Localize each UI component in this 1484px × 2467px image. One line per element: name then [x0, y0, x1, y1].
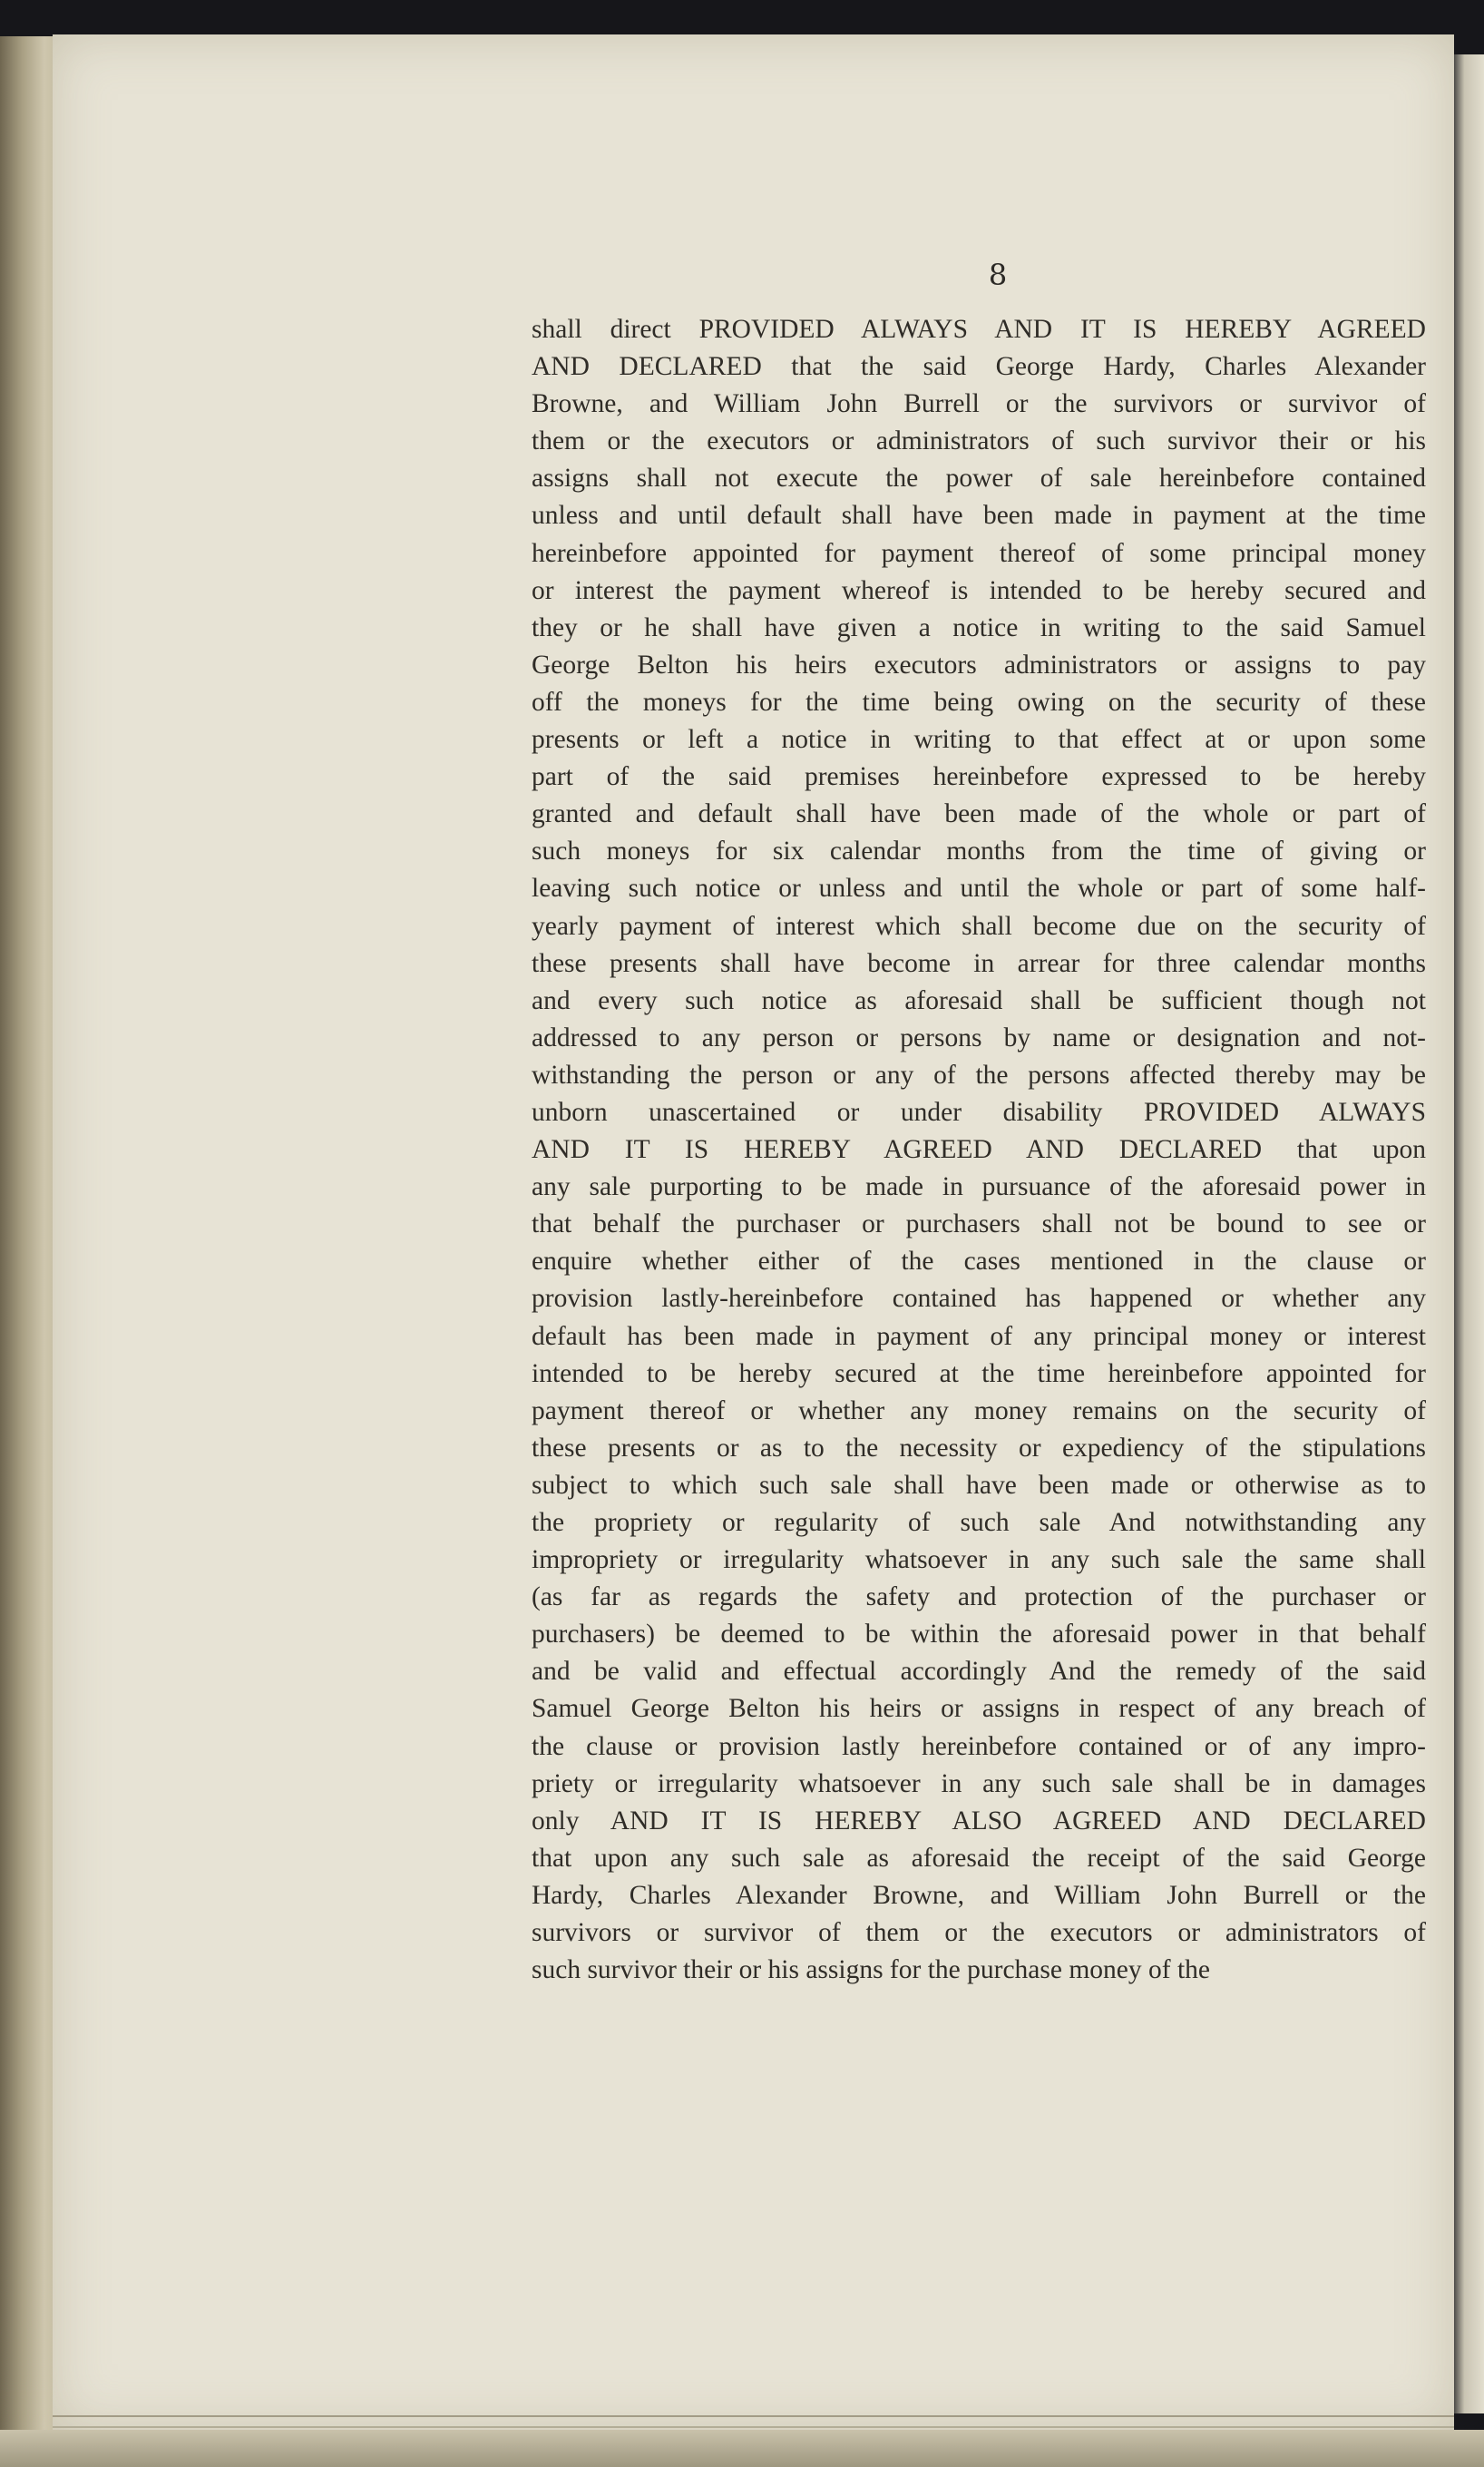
text-line: they or he shall have given a notice in writing to the said Samuel: [532, 612, 1426, 642]
text-line: survivors or survivor of them or the executors or administrators of: [532, 1918, 1426, 1948]
text-line: enquire whether either of the cases mentioned in the clause or: [532, 1247, 1426, 1277]
adjacent-page-edge: [1451, 54, 1484, 2413]
text-line: that upon any such sale as aforesaid the receipt of the said George: [532, 1843, 1426, 1873]
text-line: or interest the payment whereof is intended to be hereby secured and: [532, 575, 1426, 605]
text-line: default has been made in payment of any principal money or interest: [532, 1321, 1426, 1351]
text-line: yearly payment of interest which shall become due on the security of: [532, 911, 1426, 941]
text-line: purchasers) be deemed to be within the aforesaid power in that behalf: [532, 1620, 1426, 1650]
text-line: and every such notice as aforesaid shall be sufficient though not: [532, 985, 1426, 1015]
text-line: unborn unascertained or under disability PROVIDED ALWAYS: [532, 1097, 1426, 1127]
text-line: presents or left a notice in writing to that effect at or upon some: [532, 725, 1426, 755]
text-line: any sale purporting to be made in pursuance of the aforesaid power in: [532, 1172, 1426, 1202]
text-line: subject to which such sale shall have been made or otherwise as to: [532, 1470, 1426, 1500]
page-number: 8: [988, 258, 1008, 292]
text-line: such survivor their or his assigns for the purchase money of the: [532, 1955, 1210, 1985]
text-line: leaving such notice or unless and until the whole or part of some half-: [532, 874, 1426, 904]
text-line: that behalf the purchaser or purchasers shall not be bound to see or: [532, 1209, 1426, 1239]
text-line: assigns shall not execute the power of sale hereinbefore contained: [532, 464, 1426, 494]
text-line: shall direct PROVIDED ALWAYS AND IT IS HEREBY AGREED: [532, 315, 1426, 344]
text-line: the clause or provision lastly hereinbefore contained or of any impro-: [532, 1731, 1426, 1761]
page-bottom-edge: [53, 2415, 1454, 2428]
text-line: only AND IT IS HEREBY ALSO AGREED AND DECLARED: [532, 1806, 1426, 1836]
text-line: these presents shall have become in arrear for three calendar months: [532, 948, 1426, 978]
text-line: (as far as regards the safety and protection of the purchaser or: [532, 1582, 1426, 1612]
text-line: intended to be hereby secured at the time hereinbefore appointed for: [532, 1358, 1426, 1388]
text-line: George Belton his heirs executors administrators or assigns to pay: [532, 650, 1426, 680]
text-line: Browne, and William John Burrell or the survivors or survivor of: [532, 389, 1426, 419]
text-line: hereinbefore appointed for payment thereof of some principal money: [532, 538, 1426, 568]
text-line: off the moneys for the time being owing on the security of these: [532, 687, 1426, 717]
text-line: unless and until default shall have been made in payment at the time: [532, 501, 1426, 531]
book-bottom-band: [0, 2430, 1484, 2467]
text-line: provision lastly-hereinbefore contained has happened or whether any: [532, 1284, 1426, 1314]
text-line: and be valid and effectual accordingly And the remedy of the said: [532, 1657, 1426, 1687]
text-line: them or the executors or administrators of such survivor their or his: [532, 426, 1426, 456]
text-line: impropriety or irregularity whatsoever in any such sale the same shall: [532, 1545, 1426, 1575]
text-line: these presents or as to the necessity or expediency of the stipulations: [532, 1433, 1426, 1463]
text-line: payment thereof or whether any money remains on the security of: [532, 1395, 1426, 1425]
text-line: Samuel George Belton his heirs or assigns in respect of any breach of: [532, 1694, 1426, 1724]
text-line: AND DECLARED that the said George Hardy, Charles Alexander: [532, 352, 1426, 382]
text-line: the propriety or regularity of such sale And notwithstanding any: [532, 1508, 1426, 1537]
text-line: part of the said premises hereinbefore expressed to be hereby: [532, 762, 1426, 792]
text-line: addressed to any person or persons by name or designation and not-: [532, 1023, 1426, 1052]
body-text: [532, 311, 1426, 1989]
text-line: granted and default shall have been made of the whole or part of: [532, 799, 1426, 829]
text-line: priety or irregularity whatsoever in any such sale shall be in damages: [532, 1768, 1426, 1798]
text-line: such moneys for six calendar months from the time of giving or: [532, 837, 1426, 866]
text-line: Hardy, Charles Alexander Browne, and William John Burrell or the: [532, 1880, 1426, 1910]
text-line: AND IT IS HEREBY AGREED AND DECLARED that upon: [532, 1135, 1426, 1165]
text-line: withstanding the person or any of the persons affected thereby may be: [532, 1060, 1426, 1090]
